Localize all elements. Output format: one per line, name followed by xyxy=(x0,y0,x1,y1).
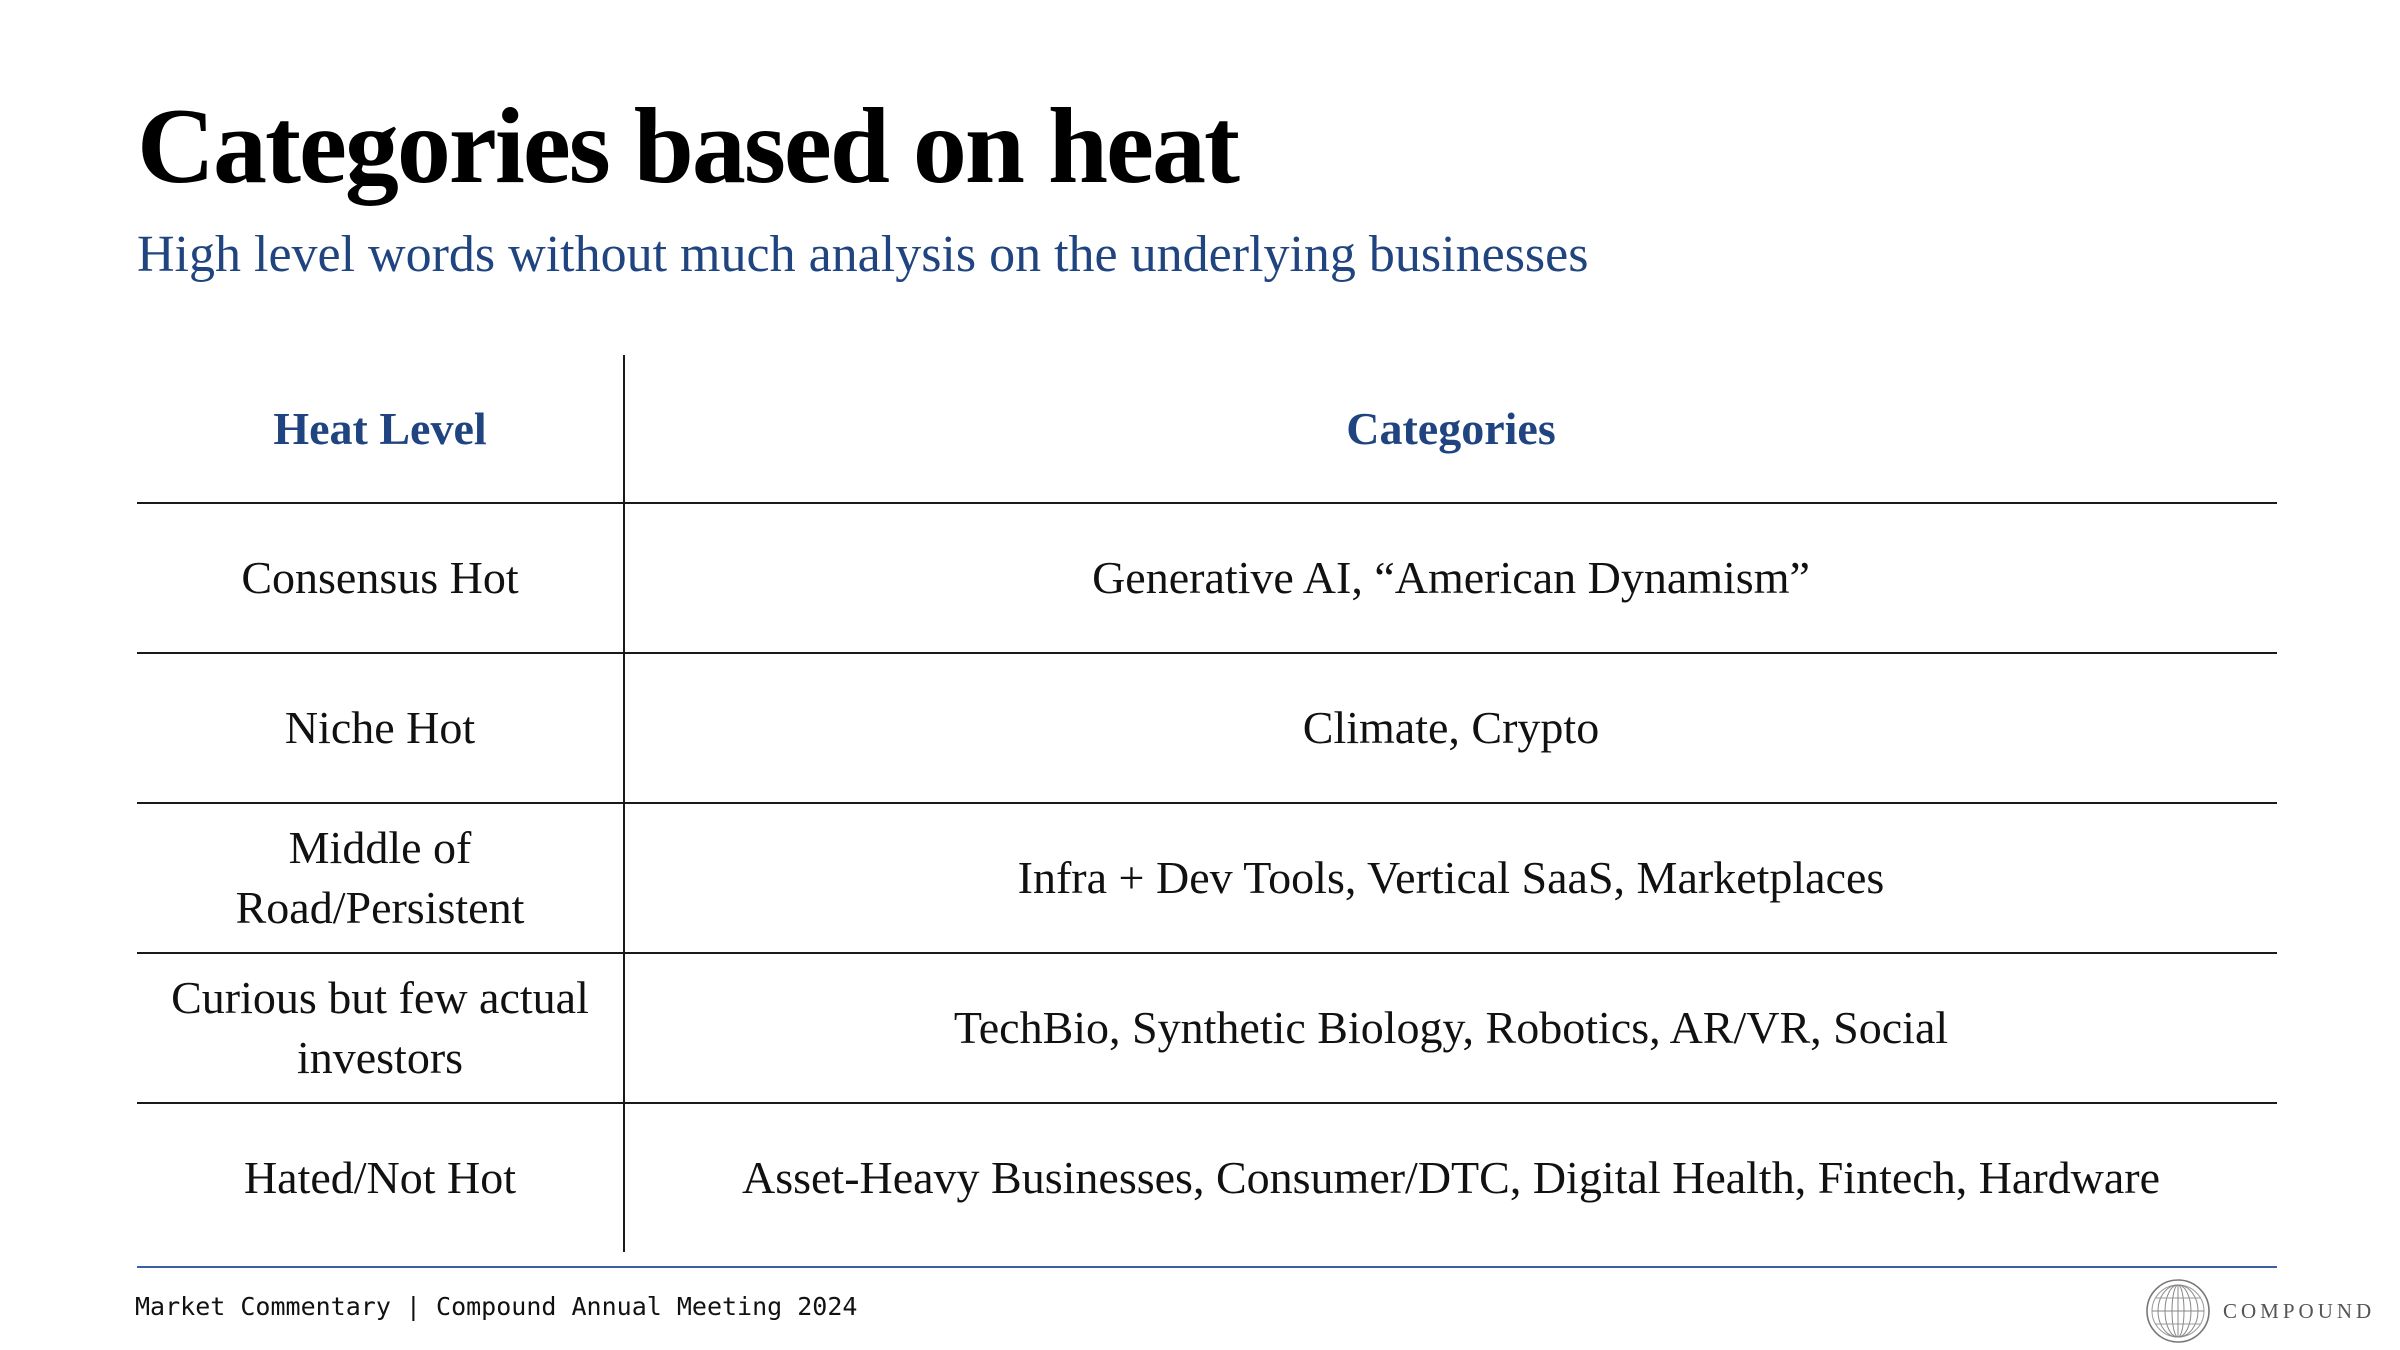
categories-cell: Infra + Dev Tools, Vertical SaaS, Marketplaces xyxy=(624,803,2277,953)
table-row xyxy=(137,503,2277,653)
table-row xyxy=(137,653,2277,803)
heat-table xyxy=(137,355,2277,1245)
table-row xyxy=(137,953,2277,1103)
heat-level-cell: Consensus Hot xyxy=(137,503,624,653)
compound-logo xyxy=(2143,1276,2375,1346)
table-header-row xyxy=(137,355,2277,503)
heat-level-cell: Middle of Road/Persistent xyxy=(137,803,624,953)
column-header-categories: Categories xyxy=(624,355,2277,503)
footer-caption: Market Commentary | Compound Annual Meeting 2024 xyxy=(135,1292,858,1321)
categories-cell: Generative AI, “American Dynamism” xyxy=(624,503,2277,653)
table-row xyxy=(137,1103,2277,1252)
heat-level-cell: Niche Hot xyxy=(137,653,624,803)
heat-level-cell: Hated/Not Hot xyxy=(137,1103,624,1252)
logo-wordmark: COMPOUND xyxy=(2223,1298,2376,1323)
globe-icon xyxy=(2143,1276,2213,1346)
categories-cell: TechBio, Synthetic Biology, Robotics, AR/VR, Social xyxy=(624,953,2277,1103)
heat-table-grid xyxy=(137,355,2277,1252)
categories-cell: Asset-Heavy Businesses, Consumer/DTC, Digital Health, Fintech, Hardware xyxy=(741,1152,2161,1204)
footer-divider xyxy=(137,1266,2277,1268)
categories-cell: Climate, Crypto xyxy=(624,653,2277,803)
column-header-heat-level: Heat Level xyxy=(137,355,624,503)
slide-subtitle: High level words without much analysis on the underlying businesses xyxy=(137,226,1589,283)
table-row xyxy=(137,803,2277,953)
slide-title: Categories based on heat xyxy=(137,87,1238,206)
heat-level-cell: Curious but few actual investors xyxy=(137,953,624,1103)
